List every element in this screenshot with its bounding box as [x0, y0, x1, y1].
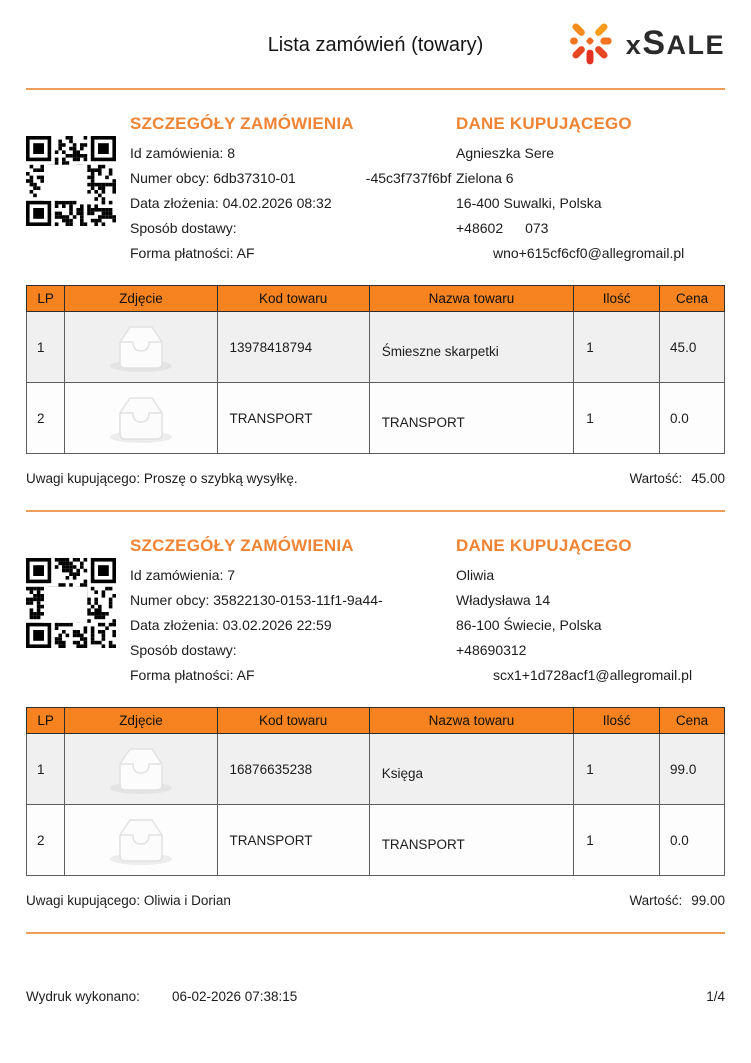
- empty-inbox-icon: [103, 318, 179, 374]
- col-header-lp: LP: [27, 708, 65, 734]
- col-header-lp: LP: [27, 286, 65, 312]
- col-header-name: Nazwa towaru: [369, 286, 574, 312]
- xsale-logo-icon: [564, 12, 616, 75]
- buyer-city: 16-400 Suwalki, Polska: [456, 195, 602, 211]
- buyer-city: 86-100 Świecie, Polska: [456, 617, 602, 633]
- col-header-code: Kod towaru: [217, 286, 369, 312]
- item-price: 0.0: [660, 383, 725, 454]
- order-details-heading: SZCZEGÓŁY ZAMÓWIENIA: [130, 114, 354, 133]
- item-name: TRANSPORT: [369, 383, 574, 454]
- item-lp: 1: [27, 734, 65, 805]
- item-image-placeholder: [65, 383, 217, 454]
- item-row: [27, 805, 725, 876]
- delivery-method-line: Sposób dostawy:: [130, 642, 237, 658]
- col-header-code: Kod towaru: [217, 708, 369, 734]
- item-qty: 1: [574, 383, 660, 454]
- col-header-photo: Zdjęcie: [65, 286, 217, 312]
- empty-inbox-icon: [103, 740, 179, 796]
- order-value: 45.00: [691, 471, 725, 486]
- buyer-phone: +48602 073: [456, 220, 549, 236]
- buyer-email: wno+615cf6cf0@allegromail.pl: [493, 245, 685, 261]
- order-id-line: Id zamówienia: 7: [130, 567, 236, 583]
- buyer-details: [456, 534, 725, 693]
- item-qty: 1: [574, 734, 660, 805]
- col-header-price: Cena: [660, 286, 725, 312]
- item-name: Śmieszne skarpetki: [369, 312, 574, 383]
- item-lp: 1: [27, 312, 65, 383]
- col-header-qty: Ilość: [574, 286, 660, 312]
- item-lp: 2: [27, 805, 65, 876]
- col-header-qty: Ilość: [574, 708, 660, 734]
- item-code: TRANSPORT: [217, 805, 369, 876]
- order-value-label: Wartość:: [629, 471, 683, 486]
- item-price: 99.0: [660, 734, 725, 805]
- section-divider: [26, 510, 725, 512]
- order-value: 99.00: [691, 893, 725, 908]
- buyer-heading: DANE KUPUJĄCEGO: [456, 114, 632, 133]
- item-price: 45.0: [660, 312, 725, 383]
- item-row: [27, 734, 725, 805]
- document-footer: [26, 989, 725, 1004]
- order-details: [130, 112, 456, 271]
- col-header-price: Cena: [660, 708, 725, 734]
- delivery-method-line: Sposób dostawy:: [130, 220, 237, 236]
- buyer-details: [456, 112, 725, 271]
- header-divider: [26, 88, 725, 90]
- brand-letter-s: S: [642, 24, 667, 62]
- item-qty: 1: [574, 312, 660, 383]
- item-lp: 2: [27, 383, 65, 454]
- col-header-photo: Zdjęcie: [65, 708, 217, 734]
- item-image-placeholder: [65, 312, 217, 383]
- buyer-phone: +48690312: [456, 642, 527, 658]
- brand-letter-x: x: [625, 30, 643, 60]
- buyer-street: Zielona 6: [456, 170, 514, 186]
- date-placed-line: Data złożenia: 04.02.2026 08:32: [130, 195, 332, 211]
- date-placed-line: Data złożenia: 03.02.2026 22:59: [130, 617, 332, 633]
- buyer-name: Oliwia: [456, 567, 495, 583]
- items-table: [26, 285, 725, 454]
- order-id-line: Id zamówienia: 8: [130, 145, 236, 161]
- order-section-1: [0, 112, 751, 486]
- buyer-name: Agnieszka Sere: [456, 145, 555, 161]
- item-name: TRANSPORT: [369, 805, 574, 876]
- buyer-remarks: Uwagi kupującego: Oliwia i Dorian: [26, 893, 231, 908]
- payment-form-line: Forma płatności: AF: [130, 667, 255, 683]
- qr-code: [26, 112, 130, 271]
- empty-inbox-icon: [103, 389, 179, 445]
- foreign-number-line: Numer obcy: 35822130-0153-11f1-9a44-: [130, 592, 383, 608]
- order-value-label: Wartość:: [629, 893, 683, 908]
- xsale-brand-text: [626, 24, 725, 63]
- payment-form-line: Forma płatności: AF: [130, 245, 255, 261]
- buyer-remarks: Uwagi kupującego: Proszę o szybką wysyłkę.: [26, 471, 298, 486]
- item-code: 16876635238: [217, 734, 369, 805]
- buyer-heading: DANE KUPUJĄCEGO: [456, 536, 632, 555]
- item-price: 0.0: [660, 805, 725, 876]
- page-title: Lista zamówień (towary): [267, 34, 484, 56]
- item-code: 13978418794: [217, 312, 369, 383]
- item-image-placeholder: [65, 805, 217, 876]
- buyer-street: Władysława 14: [456, 592, 551, 608]
- order-section-2: [0, 534, 751, 908]
- page-indicator: 1/4: [706, 989, 725, 1004]
- document-header: [0, 0, 751, 88]
- order-details-heading: SZCZEGÓŁY ZAMÓWIENIA: [130, 536, 354, 555]
- item-code: TRANSPORT: [217, 383, 369, 454]
- order-details: [130, 534, 456, 693]
- col-header-name: Nazwa towaru: [369, 708, 574, 734]
- brand-letters-ale: ALE: [666, 30, 725, 60]
- printed-label: Wydruk wykonano:: [26, 989, 140, 1004]
- qr-code: [26, 534, 130, 693]
- footer-divider: [26, 932, 725, 934]
- foreign-number-line: Numer obcy: 6db37310-01 -45c3f737f6bf: [130, 170, 452, 186]
- item-row: [27, 383, 725, 454]
- table-header-row: [27, 286, 725, 312]
- table-header-row: [27, 708, 725, 734]
- item-image-placeholder: [65, 734, 217, 805]
- buyer-email: scx1+1d728acf1@allegromail.pl: [493, 667, 693, 683]
- items-table: [26, 707, 725, 876]
- item-qty: 1: [574, 805, 660, 876]
- empty-inbox-icon: [103, 811, 179, 867]
- item-name: Księga: [369, 734, 574, 805]
- printed-datetime: 06-02-2026 07:38:15: [171, 989, 298, 1004]
- item-row: [27, 312, 725, 383]
- xsale-logo: [564, 12, 725, 75]
